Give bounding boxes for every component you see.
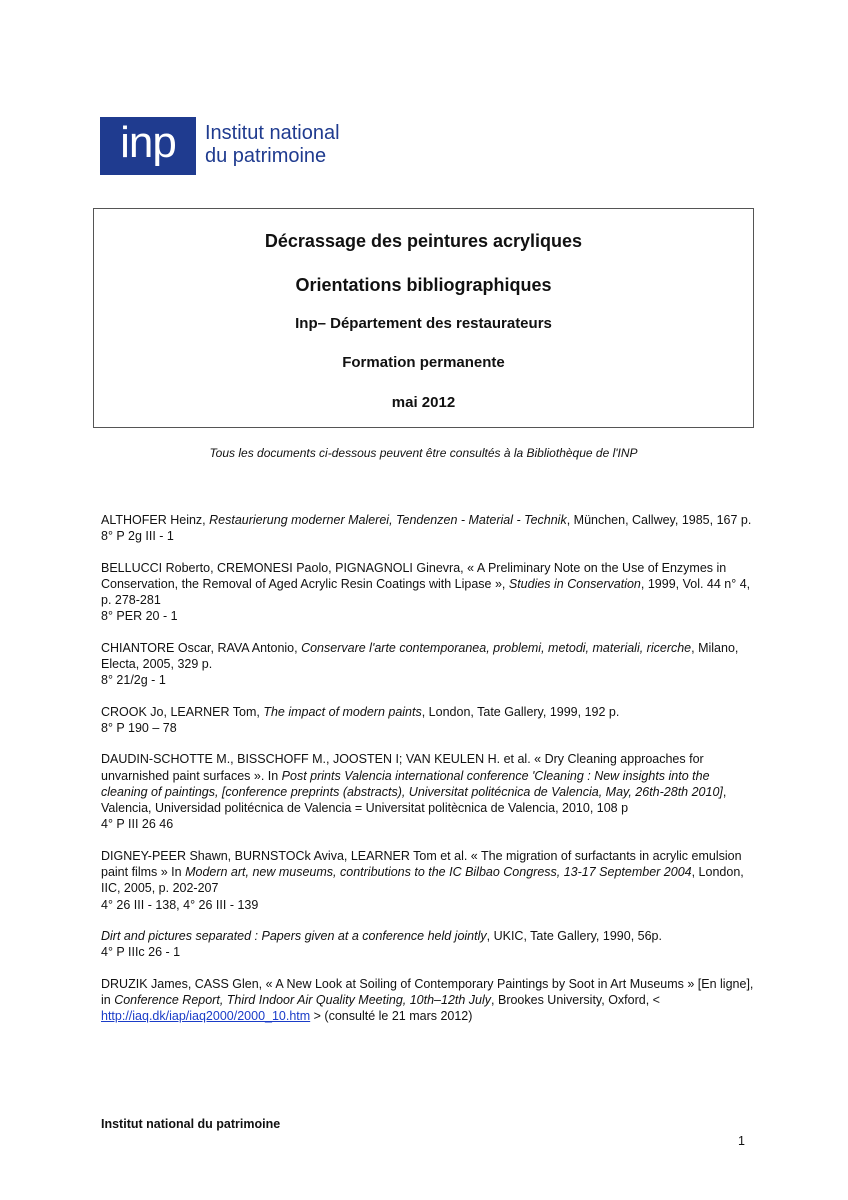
footer-institution: Institut national du patrimoine: [101, 1117, 281, 1131]
reference-bellucci: BELLUCCI Roberto, CREMONESI Paolo, PIGNAGNOLI Ginevra, « A Preliminary Note on the Use of Enzymes in Conservation, the Removal of Aged Acrylic Resin Coatings with Lipase », Studies in Conservation, 1999, Vol. 44 n° 4, p. 278-281 8° PER 20 - 1: [101, 560, 756, 625]
library-note: Tous les documents ci-dessous peuvent être consultés à la Bibliothèque de l'INP: [209, 446, 638, 460]
logo-text: [205, 122, 340, 168]
call-number: 4° 26 III - 138, 4° 26 III - 139: [101, 897, 259, 912]
call-number: 4° P IIIc 26 - 1: [101, 945, 181, 960]
document-date: mai 2012: [391, 394, 456, 411]
title-box: [93, 208, 754, 428]
reference-digney-peer: DIGNEY-PEER Shawn, BURNSTOCk Aviva, LEARNER Tom et al. « The migration of surfactants in acrylic emulsion paint films » In Modern art, new museums, contributions to the IC Bilbao Congress, 13-17 September 2004, London, IIC, 2005, p. 202-207 4° 26 III - 138, 4° 26 III - 139: [101, 848, 756, 913]
logo-line-1: Institut national: [205, 122, 340, 144]
reference-dirt-and-pictures: Dirt and pictures separated : Papers given at a conference held jointly, UKIC, Tate Gallery, 1990, 56p. 4° P IIIc 26 - 1: [101, 928, 756, 961]
reference-druzik: DRUZIK James, CASS Glen, « A New Look at Soiling of Contemporary Paintings by Soot in Art Museums » [En ligne], in Conference Report, Third Indoor Air Quality Meeting, 10th–12th July, Brookes University, Oxford, < http://iaq.dk/iap/iaq2000/2000_10.htm > (consulté le 21 mars 2012): [101, 976, 754, 1024]
reference-althofer: ALTHOFER Heinz, Restaurierung moderner Malerei, Tendenzen - Material - Technik, München, Callwey, 1985, 167 p. 8° P 2g III - 1: [101, 512, 756, 545]
reference-crook: CROOK Jo, LEARNER Tom, The impact of modern paints, London, Tate Gallery, 1999, 192 p. 8° P 190 – 78: [101, 704, 756, 737]
reference-list: [101, 512, 756, 1039]
druzik-link[interactable]: http://iaq.dk/iap/iaq2000/2000_10.htm: [101, 1009, 311, 1024]
reference-daudin-schotte: DAUDIN-SCHOTTE M., BISSCHOFF M., JOOSTEN I; VAN KEULEN H. et al. « Dry Cleaning approaches for unvarnished paint surfaces ». In Post prints Valencia international conference 'Cleaning : New insights into the cleaning of paintings, [conference preprints (abstracts), Universitat politécnica de Valencia, May, 26th-28th 2010], Valencia, Universidad politécnica de Valencia = Universitat politècnica de Valencia, 2010, 108 p 4° P III 26 46: [101, 751, 756, 832]
call-number: 4° P III 26 46: [101, 817, 174, 832]
call-number: 8° P 190 – 78: [101, 720, 177, 735]
program: Formation permanente: [342, 354, 505, 371]
call-number: 8° P 2g III - 1: [101, 529, 174, 544]
inp-logo: [100, 117, 370, 175]
logo-mark: inp: [100, 117, 196, 175]
document-subtitle: Orientations bibliographiques: [295, 275, 552, 295]
logo-line-2: du patrimoine: [205, 145, 327, 167]
document-title: Décrassage des peintures acryliques: [264, 231, 583, 251]
department: Inp– Département des restaurateurs: [295, 315, 552, 332]
page-number: 1: [738, 1134, 745, 1148]
reference-chiantore: CHIANTORE Oscar, RAVA Antonio, Conservare l'arte contemporanea, problemi, metodi, materiali, ricerche, Milano, Electa, 2005, 329 p. 8° 21/2g - 1: [101, 640, 756, 689]
call-number: 8° 21/2g - 1: [101, 673, 166, 688]
call-number: 8° PER 20 - 1: [101, 609, 178, 624]
